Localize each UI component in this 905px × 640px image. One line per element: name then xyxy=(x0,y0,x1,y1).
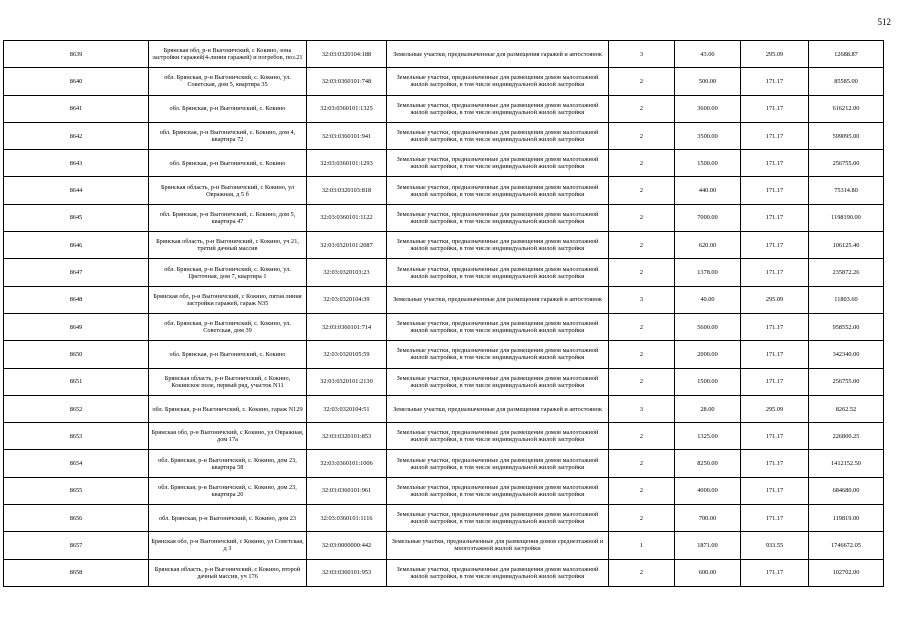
row-number: 8645 xyxy=(4,204,149,231)
use-group: 2 xyxy=(609,122,675,149)
row-number: 8658 xyxy=(4,559,149,586)
table-row xyxy=(4,423,884,450)
land-area: 600.00 xyxy=(675,559,741,586)
row-number: 8643 xyxy=(4,150,149,177)
cadastral-number: 32:03:0360101:1325 xyxy=(307,95,387,122)
land-use-type: Земельные участки, предназначенные для размещения гаражей и автостоянок xyxy=(387,286,609,313)
land-area: 1500.00 xyxy=(675,150,741,177)
row-address: обл. Брянская, р-н Выгоничский, с. Кокино, дом 23, квартира 20 xyxy=(149,477,307,504)
cadastral-number: 32:03:0320104:39 xyxy=(307,286,387,313)
row-address: Брянская обл, р-н Выгоничский, с Кокино, пятая линия застройки гаражей, гараж N35 xyxy=(149,286,307,313)
land-use-type: Земельные участки, предназначенные для размещения домов малоэтажной жилой застройки, в том числе индивидуальной жилой застройки xyxy=(387,341,609,368)
row-number: 8646 xyxy=(4,232,149,259)
cadastral-value: 616212.00 xyxy=(809,95,884,122)
row-address: Брянская обл, р-н Выгоничский, с Кокино, ул Овражная, дом 17а xyxy=(149,423,307,450)
land-area: 4000.00 xyxy=(675,477,741,504)
use-group: 2 xyxy=(609,204,675,231)
land-use-type: Земельные участки, предназначенные для размещения домов малоэтажной жилой застройки, в том числе индивидуальной жилой застройки xyxy=(387,150,609,177)
cadastral-number: 32:03:0320104:51 xyxy=(307,395,387,422)
cadastral-number: 32:03:0360101:1293 xyxy=(307,150,387,177)
specific-value: 171.17 xyxy=(741,313,809,340)
land-area: 440.00 xyxy=(675,177,741,204)
row-number: 8647 xyxy=(4,259,149,286)
cadastral-value: 1198190.00 xyxy=(809,204,884,231)
cadastral-value: 684680.00 xyxy=(809,477,884,504)
row-number: 8653 xyxy=(4,423,149,450)
row-number: 8657 xyxy=(4,532,149,559)
use-group: 3 xyxy=(609,286,675,313)
row-number: 8654 xyxy=(4,450,149,477)
land-area: 500.00 xyxy=(675,68,741,95)
cadastral-value: 12688.87 xyxy=(809,41,884,68)
land-area: 43.00 xyxy=(675,41,741,68)
row-address: обл. Брянская, р-н Выгоничский, с. Кокино, дом 5, квартира 47 xyxy=(149,204,307,231)
land-area: 1378.00 xyxy=(675,259,741,286)
row-address: обл. Брянская, р-н Выгоничский, с. Кокино xyxy=(149,95,307,122)
land-area: 1871.00 xyxy=(675,532,741,559)
use-group: 1 xyxy=(609,532,675,559)
land-area: 2000.00 xyxy=(675,341,741,368)
cadastral-value: 1412152.50 xyxy=(809,450,884,477)
page-number: 512 xyxy=(877,17,891,27)
table-row xyxy=(4,395,884,422)
cadastral-value: 256755.00 xyxy=(809,368,884,395)
row-address: обл. Брянская, р-н Выгоничский, с. Кокино xyxy=(149,150,307,177)
land-use-type: Земельные участки, предназначенные для размещения домов малоэтажной жилой застройки, в том числе индивидуальной жилой застройки xyxy=(387,450,609,477)
cadastral-value: 958552.00 xyxy=(809,313,884,340)
table-row xyxy=(4,368,884,395)
land-use-type: Земельные участки, предназначенные для размещения домов малоэтажной жилой застройки, в том числе индивидуальной жилой застройки xyxy=(387,204,609,231)
cadastral-number: 32:03:0360101:1006 xyxy=(307,450,387,477)
use-group: 2 xyxy=(609,505,675,532)
land-use-type: Земельные участки, предназначенные для размещения домов малоэтажной жилой застройки, в том числе индивидуальной жилой застройки xyxy=(387,122,609,149)
cadastral-value: 342340.00 xyxy=(809,341,884,368)
table-row xyxy=(4,95,884,122)
table-row xyxy=(4,150,884,177)
row-address: обл. Брянская, р-н Выгоничский, с. Кокино, дом 23 xyxy=(149,505,307,532)
cadastral-value: 226800.25 xyxy=(809,423,884,450)
cadastral-value: 119819.00 xyxy=(809,505,884,532)
row-address: Брянская область, р-н Выгоничский, с Кокино, уч 21, третий дачный массив xyxy=(149,232,307,259)
land-area: 1500.00 xyxy=(675,368,741,395)
use-group: 3 xyxy=(609,41,675,68)
specific-value: 171.17 xyxy=(741,259,809,286)
specific-value: 295.09 xyxy=(741,41,809,68)
table-row xyxy=(4,532,884,559)
row-address: обл. Брянская, р-н Выгоничский, с. Кокино, ул. Советская, дом 5, квартира 35 xyxy=(149,68,307,95)
row-address: обл. Брянская, р-н Выгоничский, с. Кокино, ул. Цветочная, дом 7, квартира 1 xyxy=(149,259,307,286)
land-use-type: Земельные участки, предназначенные для размещения домов малоэтажной жилой застройки, в том числе индивидуальной жилой застройки xyxy=(387,368,609,395)
use-group: 2 xyxy=(609,95,675,122)
row-number: 8650 xyxy=(4,341,149,368)
specific-value: 171.17 xyxy=(741,368,809,395)
use-group: 2 xyxy=(609,477,675,504)
specific-value: 171.17 xyxy=(741,505,809,532)
specific-value: 171.17 xyxy=(741,477,809,504)
cadastral-value: 235872.26 xyxy=(809,259,884,286)
row-number: 8655 xyxy=(4,477,149,504)
row-address: Брянская область, р-н Выгоничский, с Кокино, второй дачный массив, уч 176 xyxy=(149,559,307,586)
use-group: 3 xyxy=(609,395,675,422)
cadastral-number: 32:03:0320105:59 xyxy=(307,341,387,368)
land-area: 700.00 xyxy=(675,505,741,532)
cadastral-value-table xyxy=(3,40,884,587)
row-number: 8640 xyxy=(4,68,149,95)
table-row xyxy=(4,341,884,368)
land-area: 8250.00 xyxy=(675,450,741,477)
cadastral-number: 32:03:0360101:1122 xyxy=(307,204,387,231)
use-group: 2 xyxy=(609,150,675,177)
row-number: 8656 xyxy=(4,505,149,532)
row-address: обл. Брянская, р-н Выгоничский, с. Кокино, ул. Советская, дом 39 xyxy=(149,313,307,340)
cadastral-number: 32:03:0000000:442 xyxy=(307,532,387,559)
land-use-type: Земельные участки, предназначенные для размещения домов малоэтажной жилой застройки, в том числе индивидуальной жилой застройки xyxy=(387,259,609,286)
cadastral-value: 106125.40 xyxy=(809,232,884,259)
cadastral-value: 102702.00 xyxy=(809,559,884,586)
specific-value: 171.17 xyxy=(741,450,809,477)
cadastral-number: 32:03:0360101:1116 xyxy=(307,505,387,532)
use-group: 2 xyxy=(609,313,675,340)
row-address: Брянская область, р-н Выгоничский, с Кокино, Кокинское поле, первый ряд, участок N11 xyxy=(149,368,307,395)
cadastral-number: 32:03:0320103:23 xyxy=(307,259,387,286)
land-area: 3600.00 xyxy=(675,95,741,122)
use-group: 2 xyxy=(609,450,675,477)
specific-value: 171.17 xyxy=(741,341,809,368)
land-use-type: Земельные участки, предназначенные для размещения гаражей и автостоянок xyxy=(387,395,609,422)
use-group: 2 xyxy=(609,368,675,395)
land-area: 1325.00 xyxy=(675,423,741,450)
row-address: обл. Брянская, р-н Выгоничский, с. Кокино, дом 23, квартира 58 xyxy=(149,450,307,477)
cadastral-number: 32:03:0320101:853 xyxy=(307,423,387,450)
table-row xyxy=(4,122,884,149)
row-address: обл. Брянская, р-н Выгоничский, с. Кокино xyxy=(149,341,307,368)
land-use-type: Земельные участки, предназначенные для размещения домов малоэтажной жилой застройки, в том числе индивидуальной жилой застройки xyxy=(387,177,609,204)
row-number: 8648 xyxy=(4,286,149,313)
cadastral-number: 32:03:0320101:2130 xyxy=(307,368,387,395)
row-address: Брянская обл, р-н Выгоничский, с Кокино, ул Советская, д 3 xyxy=(149,532,307,559)
table-row xyxy=(4,177,884,204)
table-row xyxy=(4,204,884,231)
specific-value: 171.17 xyxy=(741,95,809,122)
table-row xyxy=(4,559,884,586)
table-body xyxy=(4,41,884,587)
use-group: 2 xyxy=(609,177,675,204)
specific-value: 171.17 xyxy=(741,423,809,450)
table-row xyxy=(4,68,884,95)
specific-value: 171.17 xyxy=(741,150,809,177)
land-use-type: Земельные участки, предназначенные для размещения домов малоэтажной жилой застройки, в том числе индивидуальной жилой застройки xyxy=(387,423,609,450)
cadastral-value: 1746672.05 xyxy=(809,532,884,559)
cadastral-number: 32:03:0320101:2087 xyxy=(307,232,387,259)
use-group: 2 xyxy=(609,259,675,286)
row-number: 8651 xyxy=(4,368,149,395)
specific-value: 295.09 xyxy=(741,395,809,422)
land-area: 40.00 xyxy=(675,286,741,313)
specific-value: 171.17 xyxy=(741,232,809,259)
row-address: Брянская обл, р-н Выгоничский, с Кокино, зона застройки гаражей(4-линия гаражей) и погребов, поз.21 xyxy=(149,41,307,68)
land-area: 7000.00 xyxy=(675,204,741,231)
row-number: 8642 xyxy=(4,122,149,149)
row-address: обл. Брянская, р-н Выгоничский, с. Кокино, гараж N129 xyxy=(149,395,307,422)
table-row xyxy=(4,450,884,477)
land-use-type: Земельные участки, предназначенные для размещения гаражей и автостоянок xyxy=(387,41,609,68)
cadastral-number: 32:03:0320104:188 xyxy=(307,41,387,68)
row-address: Брянская область, р-н Выгоничский, с Кокино, ул Овражная, д 5 б xyxy=(149,177,307,204)
table-row xyxy=(4,232,884,259)
land-use-type: Земельные участки, предназначенные для размещения домов малоэтажной жилой застройки, в том числе индивидуальной жилой застройки xyxy=(387,95,609,122)
cadastral-number: 32:03:0360101:961 xyxy=(307,477,387,504)
cadastral-number: 32:03:0320103:818 xyxy=(307,177,387,204)
cadastral-value: 11803.60 xyxy=(809,286,884,313)
table-row xyxy=(4,259,884,286)
land-use-type: Земельные участки, предназначенные для размещения домов малоэтажной жилой застройки, в том числе индивидуальной жилой застройки xyxy=(387,477,609,504)
specific-value: 171.17 xyxy=(741,177,809,204)
use-group: 2 xyxy=(609,232,675,259)
land-area: 620.00 xyxy=(675,232,741,259)
land-area: 28.00 xyxy=(675,395,741,422)
table-row xyxy=(4,313,884,340)
specific-value: 171.17 xyxy=(741,204,809,231)
cadastral-number: 32:03:0360101:953 xyxy=(307,559,387,586)
specific-value: 171.17 xyxy=(741,122,809,149)
use-group: 2 xyxy=(609,341,675,368)
cadastral-value: 256755.00 xyxy=(809,150,884,177)
use-group: 2 xyxy=(609,68,675,95)
cadastral-number: 32:03:0360101:941 xyxy=(307,122,387,149)
cadastral-value: 8262.52 xyxy=(809,395,884,422)
table-row xyxy=(4,505,884,532)
row-number: 8652 xyxy=(4,395,149,422)
row-number: 8649 xyxy=(4,313,149,340)
specific-value: 933.55 xyxy=(741,532,809,559)
row-address: обл. Брянская, р-н Выгоничский, с. Кокино, дом 4, квартира 72 xyxy=(149,122,307,149)
specific-value: 171.17 xyxy=(741,68,809,95)
land-use-type: Земельные участки, предназначенные для размещения домов малоэтажной жилой застройки, в том числе индивидуальной жилой застройки xyxy=(387,559,609,586)
specific-value: 295.09 xyxy=(741,286,809,313)
row-number: 8641 xyxy=(4,95,149,122)
cadastral-number: 32:03:0360101:714 xyxy=(307,313,387,340)
cadastral-value: 599095.00 xyxy=(809,122,884,149)
land-use-type: Земельные участки, предназначенные для размещения домов малоэтажной жилой застройки, в том числе индивидуальной жилой застройки xyxy=(387,313,609,340)
table-row xyxy=(4,286,884,313)
table-row xyxy=(4,477,884,504)
cadastral-number: 32:03:0360101:748 xyxy=(307,68,387,95)
row-number: 8639 xyxy=(4,41,149,68)
use-group: 2 xyxy=(609,423,675,450)
land-area: 3500.00 xyxy=(675,122,741,149)
use-group: 2 xyxy=(609,559,675,586)
land-use-type: Земельные участки, предназначенные для размещения домов среднеэтажной и многоэтажной жилой застройки xyxy=(387,532,609,559)
table-row xyxy=(4,41,884,68)
land-use-type: Земельные участки, предназначенные для размещения домов малоэтажной жилой застройки, в том числе индивидуальной жилой застройки xyxy=(387,505,609,532)
land-area: 5600.00 xyxy=(675,313,741,340)
land-use-type: Земельные участки, предназначенные для размещения домов малоэтажной жилой застройки, в том числе индивидуальной жилой застройки xyxy=(387,68,609,95)
cadastral-value: 75314.80 xyxy=(809,177,884,204)
cadastral-value: 85585.00 xyxy=(809,68,884,95)
specific-value: 171.17 xyxy=(741,559,809,586)
row-number: 8644 xyxy=(4,177,149,204)
land-use-type: Земельные участки, предназначенные для размещения домов малоэтажной жилой застройки, в том числе индивидуальной жилой застройки xyxy=(387,232,609,259)
